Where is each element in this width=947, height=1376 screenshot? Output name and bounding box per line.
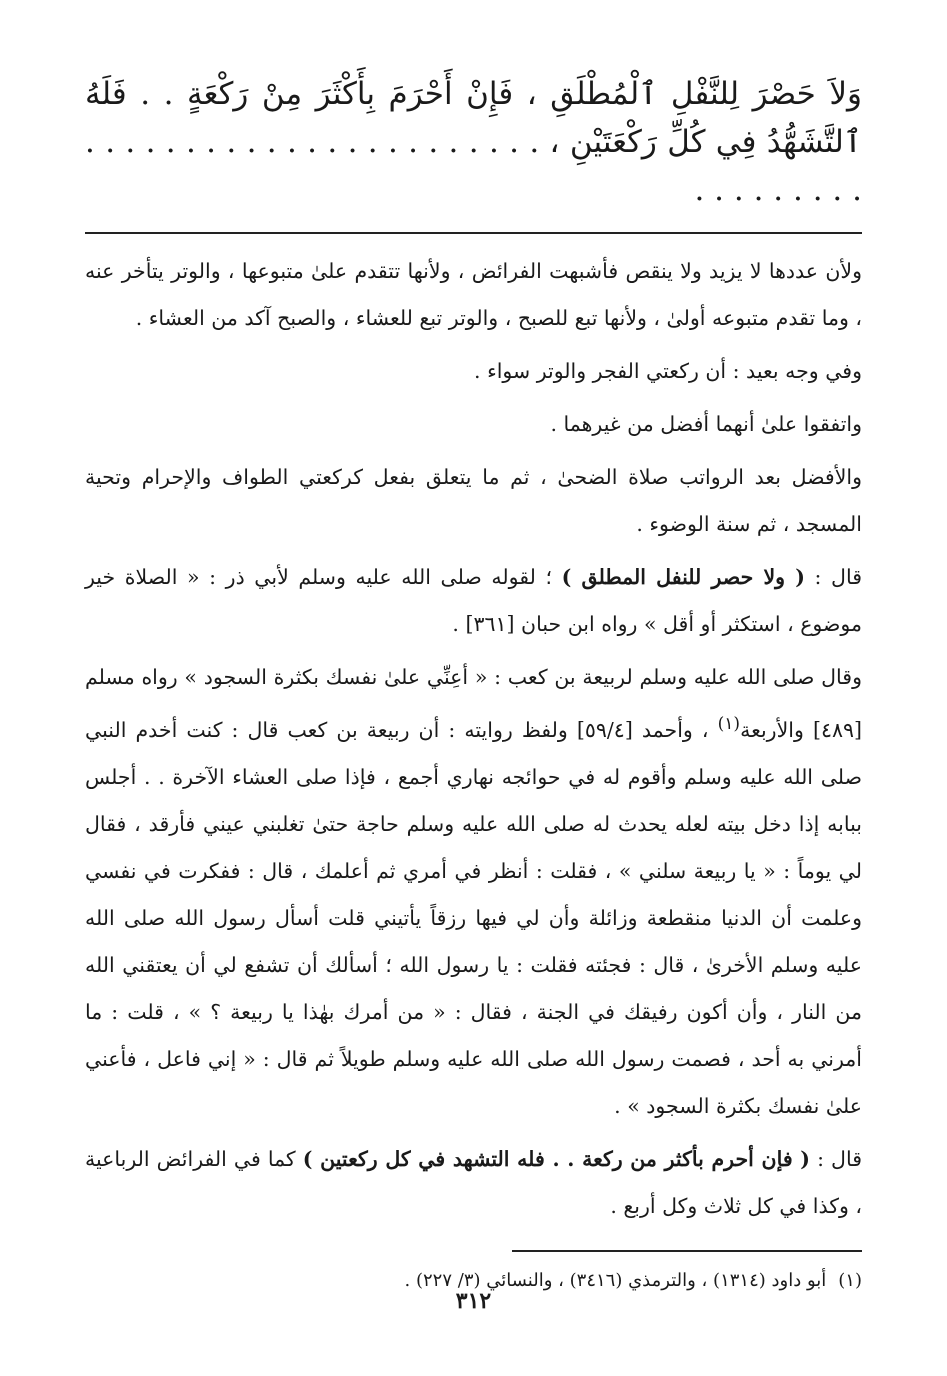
footnote-text: أبو داود (١٣١٤) ، والترمذي (٣٤١٦) ، والنسائي (٣/ ٢٢٧) . (404, 1269, 827, 1291)
qala-prefix: قال : (804, 565, 862, 589)
hadith-text-a: وقال صلى الله عليه وسلم لربيعة بن كعب : « أعِنِّي علىٰ نفسك بكثرة السجود » رواه مسلم [٤٨٩] والأربعة (85, 665, 862, 742)
matn-verse: وَلاَ حَصْرَ لِلنَّفْلِ ٱلْمُطْلَقِ ، فَإِنْ أَحْرَمَ بِأَكْثَرَ مِنْ رَكْعَةٍ . . فَلَهُ ٱلتَّشَهُّدُ فِي كُلِّ رَكْعَتَيْنِ ، (85, 76, 862, 160)
commentary-paragraph-1: ولأن عددها لا يزيد ولا ينقص فأشبهت الفرائض ، ولأنها تتقدم علىٰ متبوعها ، والوتر يتأخر عنه ، وما تقدم متبوعه أولىٰ ، ولأنها تبع للصبح ، والوتر تبع للعشاء ، والصبح آكد من العشاء . (85, 259, 862, 330)
commentary-paragraph-6 (85, 654, 862, 1130)
footnote-separator-rule (512, 1250, 862, 1252)
page-number: ٣١٢ (455, 1288, 492, 1314)
quoted-matn: ( فإن أحرم بأكثر من ركعة . . فله التشهد في كل ركعتين ) (302, 1146, 811, 1171)
hadith-text-b: ، وأحمد [٥٩/٤] ولفظ روايته : أن ربيعة بن كعب قال : كنت أخدم النبي صلى الله عليه وسلم وأقوم له في حوائجه نهاري أجمع ، فإذا صلى العشاء الآخرة . . أجلس ببابه إذا دخل بيته لعله يحدث له صلى الله عليه وسلم حاجة حتىٰ تغلبني عيني فأرقد ، فقال لي يوماً : « يا ربيعة سلني » ، فقلت : أنظر في أمري ثم أعلمك ، قال : ففكرت في نفسي وعلمت أن الدنيا منقطعة وزائلة وأن لي فيها رزقاً يأتيني قلت أسأل رسول الله صلى الله عليه وسلم الأخرىٰ ، قال : فجئته فقلت : يا رسول الله ؛ أسألك أن تشفع لي أن يعتقني الله من النار ، وأن أكون رفيقك في الجنة ، فقال : « من أمرك بهٰذا يا ربيعة ؟ » ، قلت : ما أمرني به أحد ، فصمت رسول الله صلى الله عليه وسلم طويلاً ثم قال : « إني فاعل ، فأعني علىٰ نفسك بكثرة السجود » . (85, 717, 862, 1118)
commentary-paragraph-3: واتفقوا علىٰ أنهما أفضل من غيرهما . (550, 412, 862, 436)
paragraph-rest: ؛ لقوله صلى الله عليه وسلم لأبي ذر : « الصلاة خير موضوع ، استكثر أو أقل » رواه ابن حبان [٣٦١] . (85, 565, 862, 636)
matn-text (85, 70, 862, 214)
commentary-paragraph-7 (85, 1136, 862, 1230)
matn-ellipsis-dots: . . . . . . . . . . . . . . . . . . . . . . . . . . . . . . . . (85, 124, 862, 208)
paragraph-rest: كما في الفرائض الرباعية ، وكذا في كل ثلاث وكل أربع . (85, 1146, 862, 1218)
commentary-paragraph-4: والأفضل بعد الرواتب صلاة الضحىٰ ، ثم ما يتعلق بفعل كركعتي الطواف والإحرام وتحية المسجد ، ثم سنة الوضوء . (85, 465, 862, 536)
qala-prefix: قال : (810, 1146, 862, 1171)
quoted-matn: ( ولا حصر للنفل المطلق ) (561, 565, 805, 589)
matn-separator-rule (85, 232, 862, 234)
commentary-body (85, 248, 862, 1230)
commentary-paragraph-2: وفي وجه بعيد : أن ركعتي الفجر والوتر سواء . (474, 359, 862, 383)
commentary-paragraph-5 (85, 554, 862, 648)
footnote-ref: (١) (717, 714, 741, 734)
footnote-number: (١) (838, 1269, 862, 1291)
